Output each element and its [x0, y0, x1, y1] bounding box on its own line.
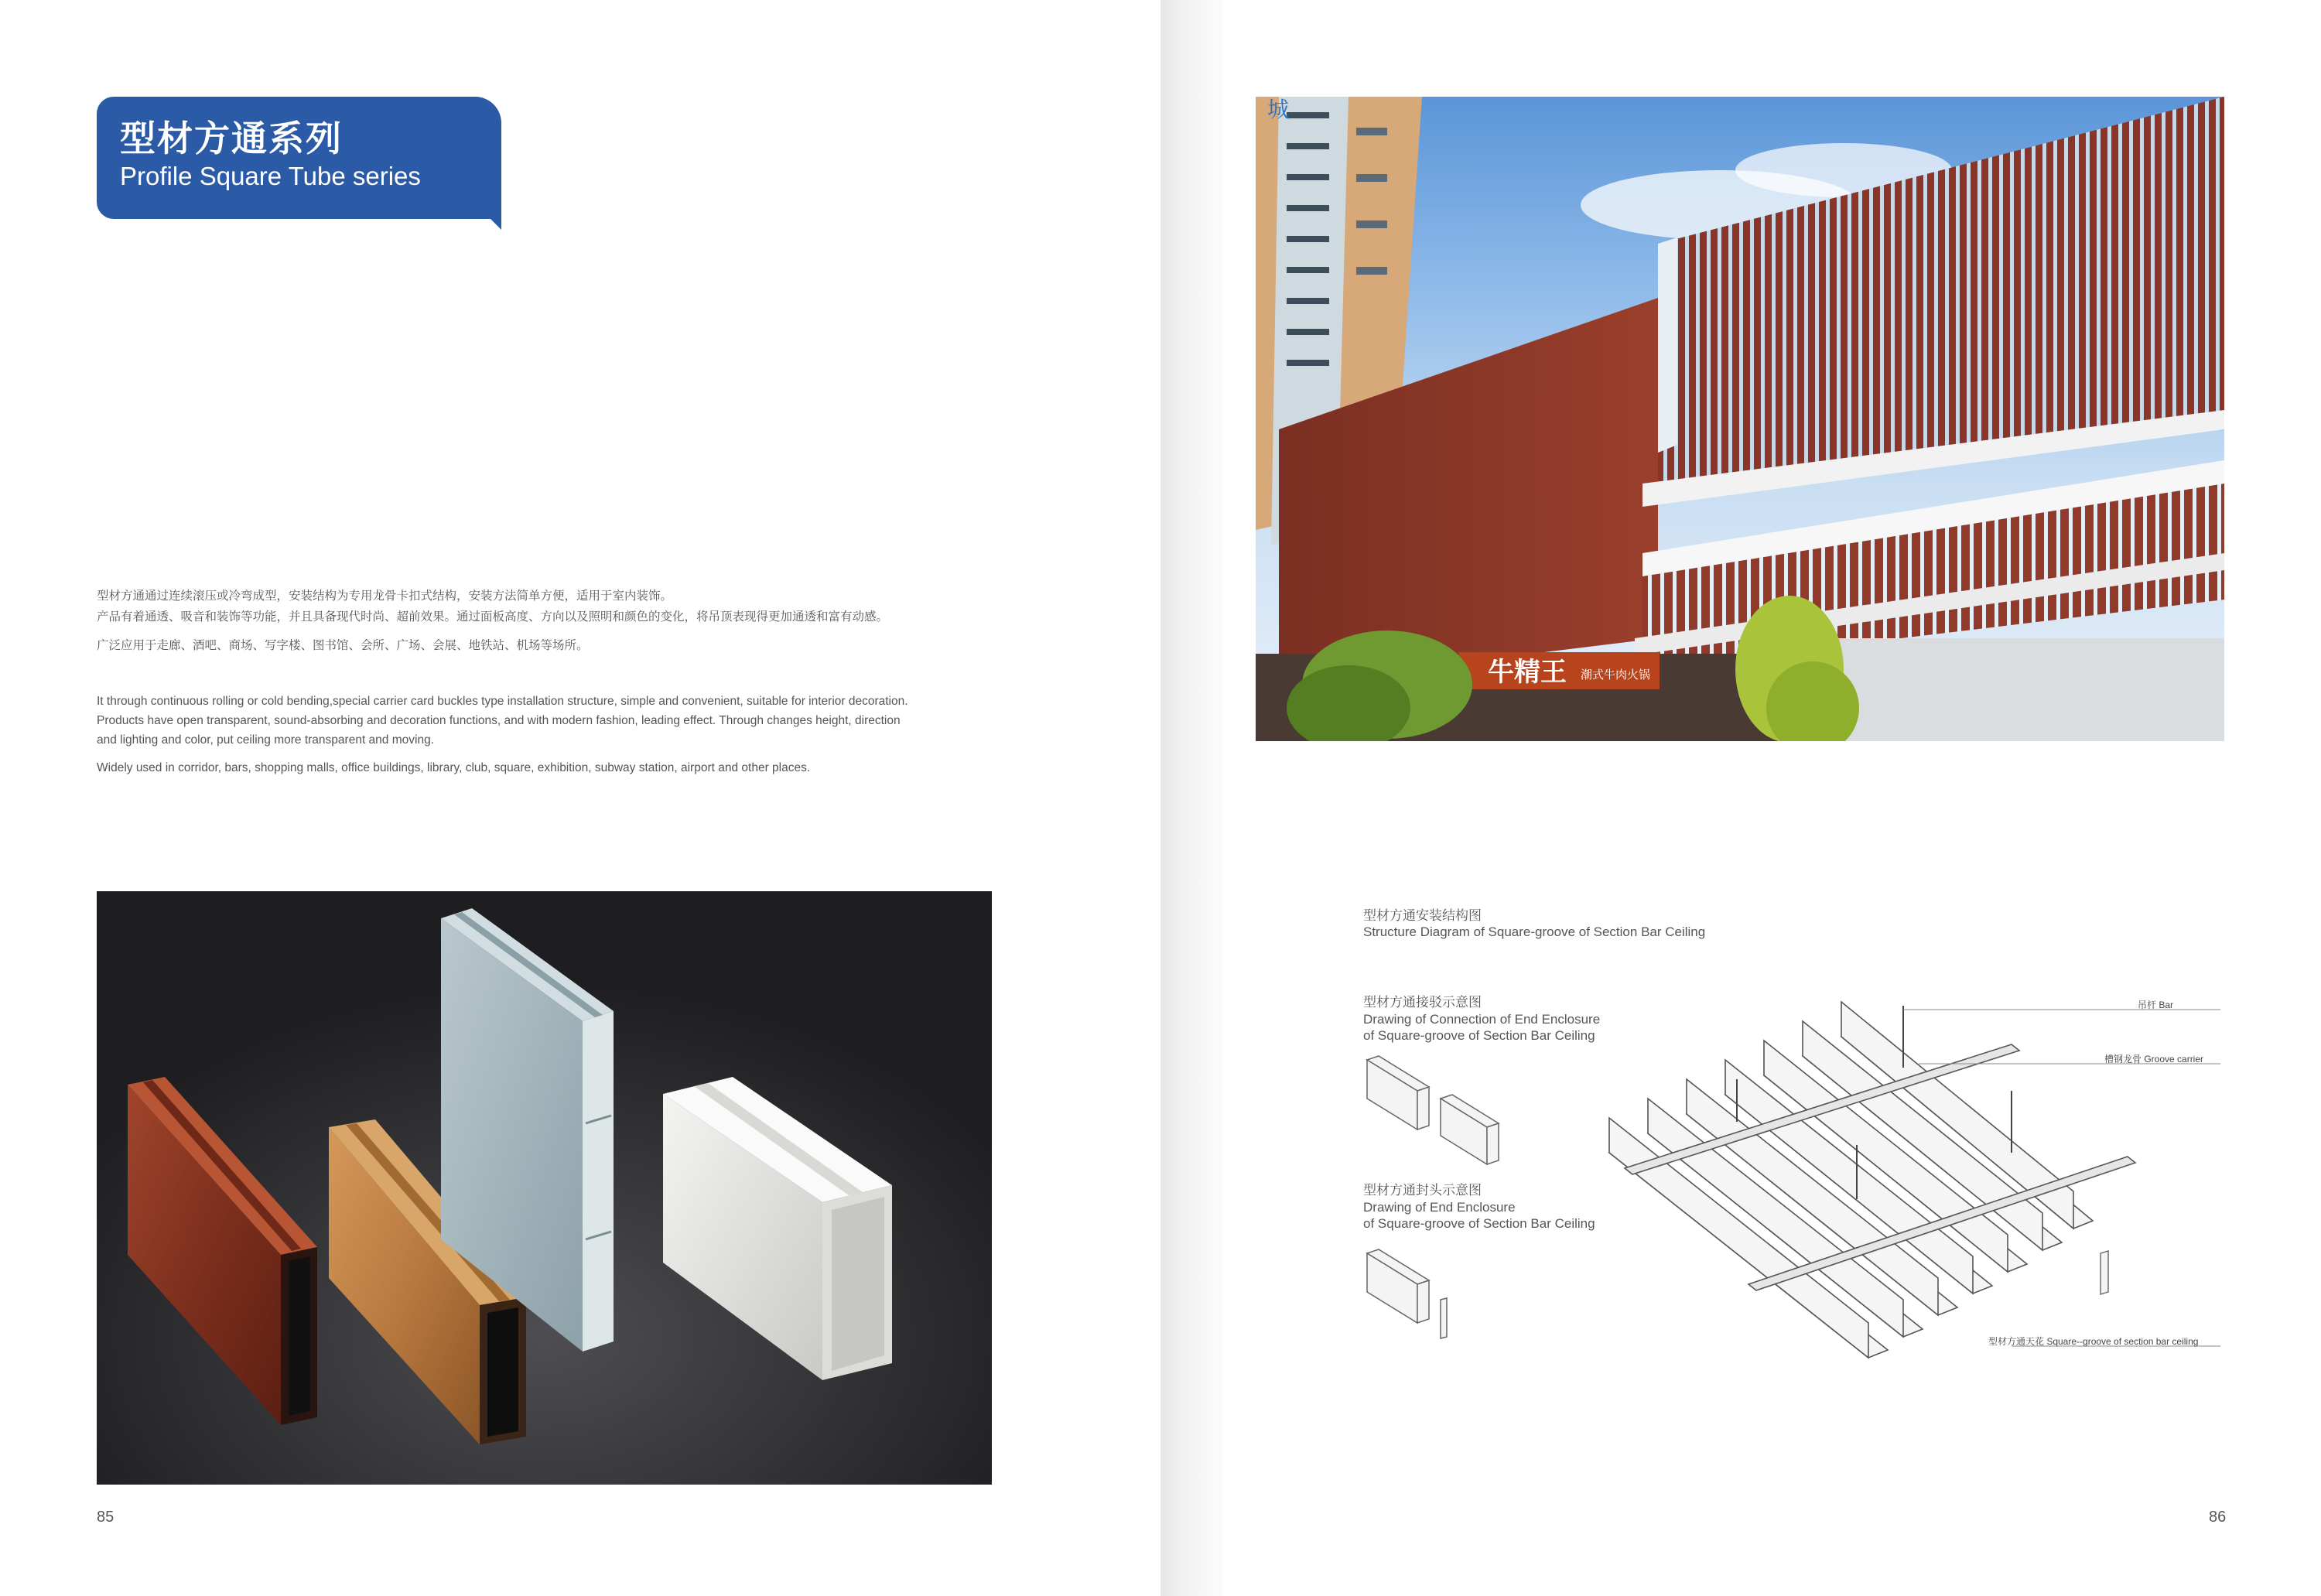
page-number-left: 85 [97, 1509, 115, 1526]
intro-en-line-1: It through continuous rolling or cold bending,special carrier card buckles type installation structure, simple and convenient, suitable for interior decoration. [97, 695, 908, 708]
ceiling-structure-diagram [1315, 959, 2228, 1362]
end-enclosure-caption-en-1: Drawing of End Enclosure [1363, 1200, 1516, 1215]
building-photo [1256, 97, 2224, 741]
building-facade-illustration [1256, 97, 2224, 741]
section-title-tab [97, 97, 501, 219]
label-groove-carrier: 槽钢龙骨 Groove carrier [2104, 1054, 2204, 1065]
label-ceiling: 型材方通天花 Square--groove of section bar ceiling [1988, 1336, 2199, 1347]
shop-sign-text: 牛精王 [1488, 657, 1567, 688]
connection-caption-cn: 型材方通接驳示意图 [1363, 995, 1482, 1010]
groove-profiles [1609, 1002, 2093, 1358]
connection-caption-en-1: Drawing of Connection of End Enclosure [1363, 1012, 1601, 1027]
structure-caption-en: Structure Diagram of Square-groove of Section Bar Ceiling [1363, 924, 1706, 939]
intro-cn-line-2: 产品有着通透、吸音和装饰等功能，并且具备现代时尚、超前效果。通过面板高度、方向以及照明和颜色的变化，将吊顶表现得更加通透和富有动感。 [97, 610, 889, 624]
left-page [0, 0, 1160, 1596]
structure-caption-cn: 型材方通安装结构图 [1363, 908, 1482, 923]
intro-en-line-2: Products have open transparent, sound-absorbing and decoration functions, and with modern fashion, leading effect. Through changes height, direction [97, 714, 901, 727]
section-title-en: Profile Square Tube series [120, 162, 421, 190]
page-number-right: 86 [2209, 1509, 2227, 1526]
end-enclosure-caption-cn: 型材方通封头示意图 [1363, 1183, 1482, 1198]
product-photo [97, 891, 992, 1485]
intro-cn-line-1: 型材方通通过连续滚压或冷弯成型，安装结构为专用龙骨卡扣式结构，安装方法简单方便，适用于室内装饰。 [97, 590, 673, 603]
connection-caption-en-2: of Square-groove of Section Bar Ceiling [1363, 1028, 1595, 1043]
section-title-cn: 型材方通系列 [120, 118, 343, 159]
shop-sign [1458, 652, 1660, 689]
end-enclosure-caption-en-2: of Square-groove of Section Bar Ceiling [1363, 1216, 1595, 1231]
tower-sign: 城 [1267, 97, 1290, 121]
intro-cn-line-3: 广泛应用于走廊、酒吧、商场、写字楼、图书馆、会所、广场、会展、地铁站、机场等场所。 [97, 639, 589, 652]
intro-en-line-4: Widely used in corridor, bars, shopping malls, office buildings, library, club, square, exhibition, subway station, airport and other places. [97, 761, 811, 774]
label-bar: 吊杆 Bar [2138, 1000, 2174, 1010]
shop-sign-subtext: 潮式牛肉火锅 [1581, 668, 1651, 682]
title-tab-tail [491, 219, 501, 230]
product-profiles-illustration [97, 891, 992, 1485]
intro-en-line-3: and lighting and color, put ceiling more transparent and moving. [97, 733, 434, 747]
